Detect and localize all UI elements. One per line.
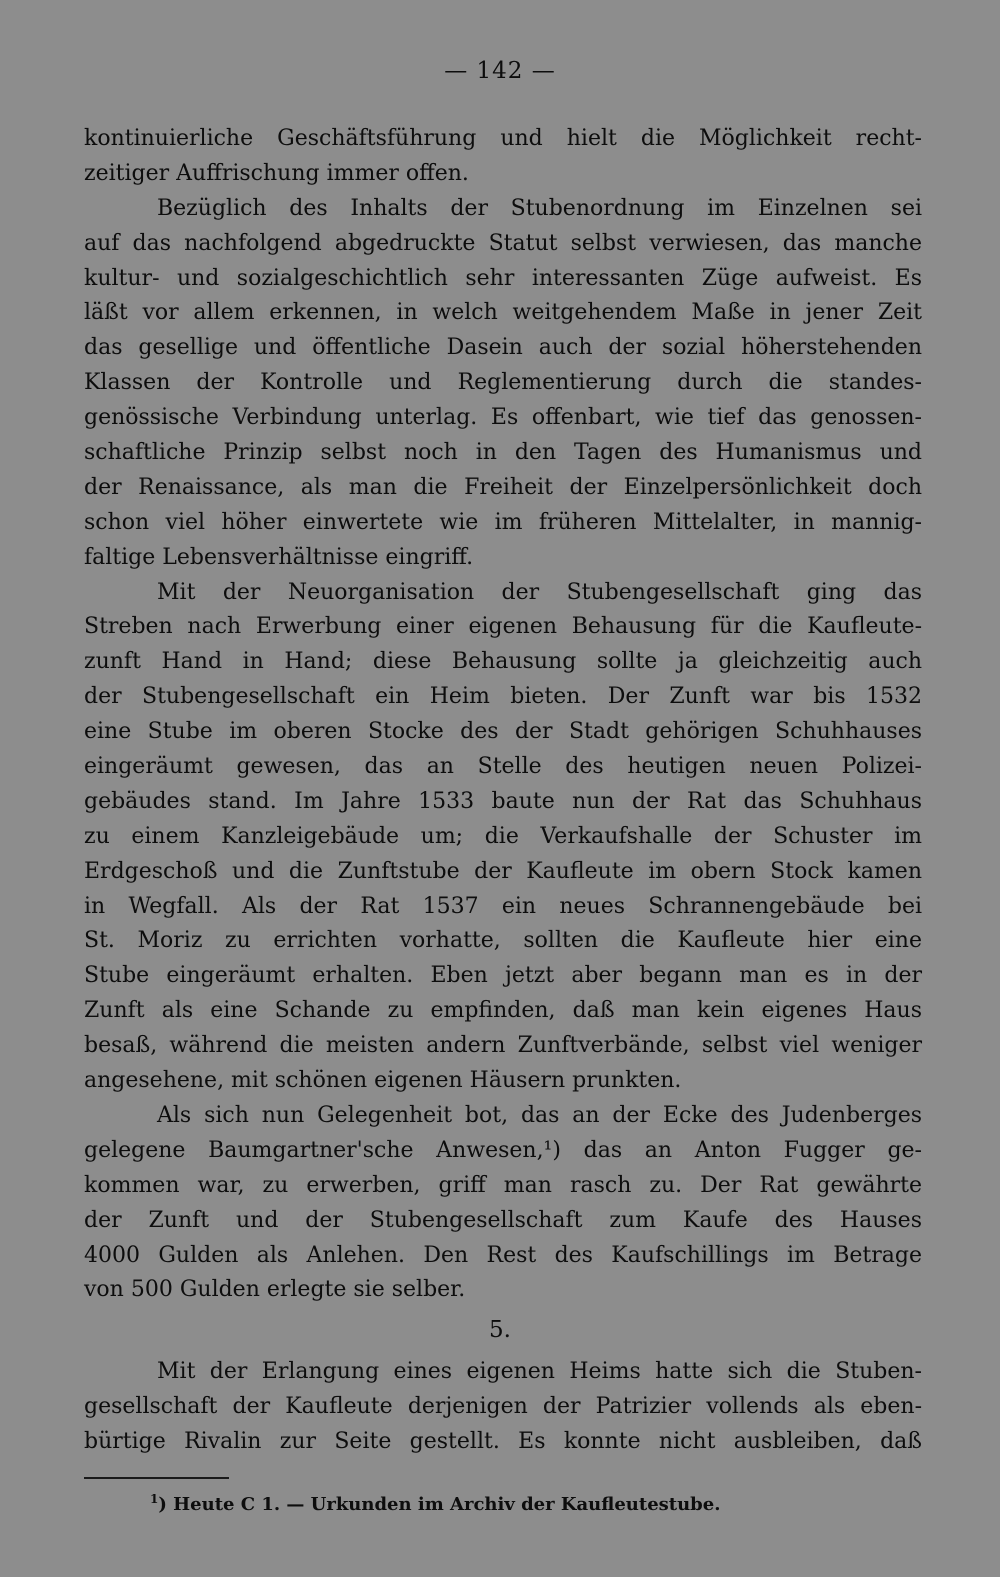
body-text: [84, 122, 922, 1308]
text-line: Erdgeschoß und die Zunftstube der Kaufleute im obern Stock kamen: [84, 858, 922, 884]
text-line: schaftliche Prinzip selbst noch in den Tagen des Humanismus und: [84, 440, 922, 466]
text-line: besaß, während die meisten andern Zunftverbände, selbst viel weniger: [84, 1033, 922, 1059]
footnote: [150, 1492, 720, 1515]
text-line: zu einem Kanzleigebäude um; die Verkaufshalle der Schuster im: [84, 823, 922, 849]
text-line: 4000 Gulden als Anlehen. Den Rest des Kaufschillings im Betrage: [84, 1242, 922, 1268]
text-line: Streben nach Erwerbung einer eigenen Behausung für die Kaufleute-: [84, 614, 922, 640]
text-line: kultur- und sozialgeschichtlich sehr interessanten Züge aufweist. Es: [84, 265, 922, 291]
text-line: Stube eingeräumt erhalten. Eben jetzt aber begann man es in der: [84, 963, 922, 989]
text-line: kommen war, zu erwerben, griff man rasch zu. Der Rat gewährte: [84, 1172, 922, 1198]
text-line: der Stubengesellschaft ein Heim bieten. Der Zunft war bis 1532: [84, 684, 922, 710]
text-line: zeitiger Auffrischung immer offen.: [84, 160, 469, 186]
text-line: eingeräumt gewesen, das an Stelle des heutigen neuen Polizei-: [84, 754, 922, 780]
text-line: gelegene Baumgartner'sche Anwesen,¹) das an Anton Fugger ge-: [84, 1137, 922, 1163]
text-line: angesehene, mit schönen eigenen Häusern prunkten.: [84, 1068, 682, 1094]
footnote-marker: 1: [150, 1492, 159, 1506]
text-line: schon viel höher einwertete wie im früheren Mittelalter, in mannig-: [84, 509, 922, 535]
footnote-divider: [84, 1477, 229, 1479]
text-line: Zunft als eine Schande zu empfinden, daß man kein eigenes Haus: [84, 998, 922, 1024]
text-line: gebäudes stand. Im Jahre 1533 baute nun der Rat das Schuhhaus: [84, 788, 922, 814]
text-line: der Zunft und der Stubengesellschaft zum Kaufe des Hauses: [84, 1207, 922, 1233]
text-line: läßt vor allem erkennen, in welch weitgehendem Maße in jener Zeit: [84, 300, 922, 326]
text-line: der Renaissance, als man die Freiheit der Einzelpersönlichkeit doch: [84, 474, 922, 500]
text-line: das gesellige und öffentliche Dasein auch der sozial höherstehenden: [84, 335, 922, 361]
footnote-text: ) Heute C 1. — Urkunden im Archiv der Kaufleutestube.: [158, 1494, 721, 1515]
text-line: eine Stube im oberen Stocke des der Stadt gehörigen Schuhhauses: [84, 719, 922, 745]
text-line: St. Moriz zu errichten vorhatte, sollten die Kaufleute hier eine: [84, 928, 922, 954]
text-line: Mit der Erlangung eines eigenen Heims hatte sich die Stuben-: [157, 1359, 922, 1384]
text-line: von 500 Gulden erlegte sie selber.: [84, 1277, 466, 1303]
text-line: faltige Lebensverhältnisse eingriff.: [84, 544, 474, 570]
text-line: gesellschaft der Kaufleute derjenigen der Patrizier vollends als eben-: [84, 1393, 922, 1419]
section-number: 5.: [489, 1317, 511, 1343]
text-line: Klassen der Kontrolle und Reglementierung durch die standes-: [84, 370, 922, 396]
text-line: bürtige Rivalin zur Seite gestellt. Es konnte nicht ausbleiben, daß: [84, 1428, 922, 1454]
text-line: genössische Verbindung unterlag. Es offenbart, wie tief das genossen-: [84, 405, 922, 431]
text-line: zunft Hand in Hand; diese Behausung sollte ja gleichzeitig auch: [84, 649, 922, 675]
text-line: Mit der Neuorganisation der Stubengesellschaft ging das: [157, 579, 922, 605]
text-line: Als sich nun Gelegenheit bot, das an der Ecke des Judenberges: [157, 1102, 922, 1128]
text-line: auf das nachfolgend abgedruckte Statut selbst verwiesen, das manche: [84, 230, 922, 256]
text-line: kontinuierliche Geschäftsführung und hielt die Möglichkeit recht-: [84, 126, 922, 151]
text-line: Bezüglich des Inhalts der Stubenordnung im Einzelnen sei: [157, 195, 922, 221]
page-number: — 142 —: [444, 58, 556, 84]
section-text: [84, 1355, 922, 1460]
text-line: in Wegfall. Als der Rat 1537 ein neues Schrannengebäude bei: [84, 893, 922, 919]
